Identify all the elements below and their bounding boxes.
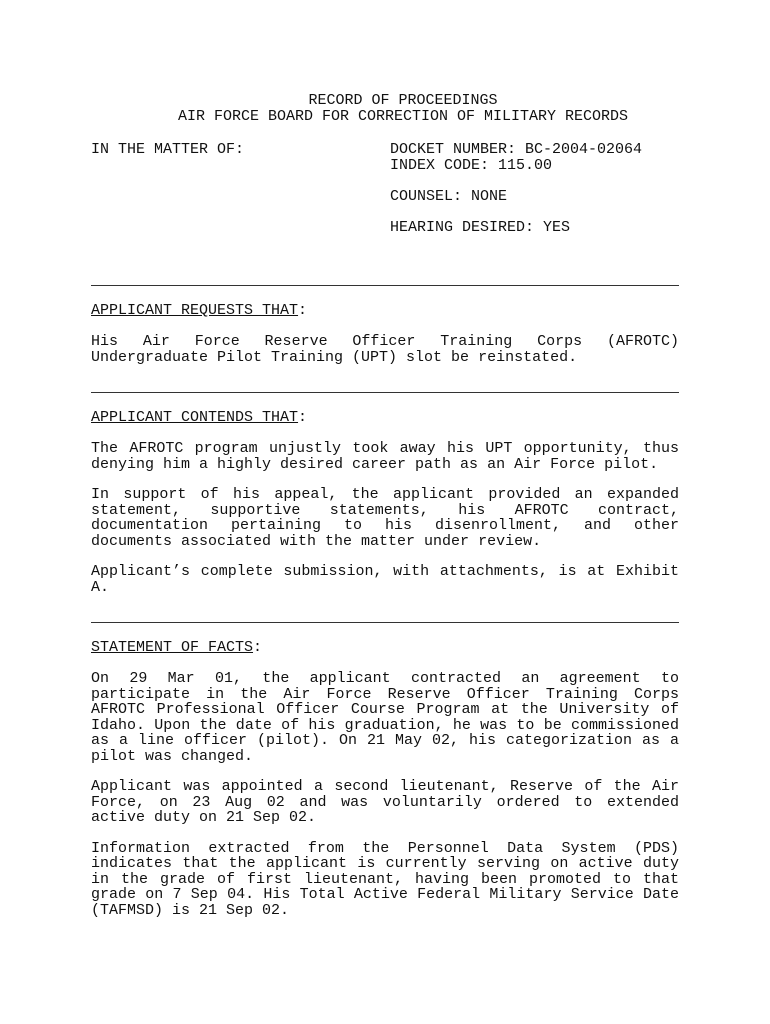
- matter-block: [91, 142, 679, 238]
- facts-paragraph-3: Information extracted from the Personnel Data System (PDS) indicates that the applicant is currently serving on active duty in the grade of first lieutenant, having been promoted to that grade on 7 Sep 04. His Total Active Federal Military Service Date (TAFMSD) is 21 Sep 02.: [91, 839, 679, 919]
- document-page: [91, 93, 679, 918]
- divider: [91, 285, 679, 286]
- counsel: COUNSEL: NONE: [390, 188, 508, 205]
- contends-paragraph-3: Applicant’s complete submission, with attachments, is at Exhibit A.: [91, 563, 679, 596]
- contends-heading: APPLICANT CONTENDS THAT:: [91, 409, 308, 426]
- docket-number: DOCKET NUMBER: BC-2004-02064: [390, 141, 643, 158]
- divider: [91, 622, 679, 623]
- facts-paragraph-2: Applicant was appointed a second lieutenant, Reserve of the Air Force, on 23 Aug 02 and was voluntarily ordered to extended active duty on 21 Sep 02.: [91, 778, 679, 826]
- requests-text: His Air Force Reserve Officer Training Corps (AFROTC) Undergraduate Pilot Training (UPT) slot be reinstated.: [91, 333, 679, 366]
- contends-paragraph-2: In support of his appeal, the applicant provided an expanded statement, supportive statements, his AFROTC contract, documentation pertaining to his disenrollment, and other documents associated with the matter under review.: [91, 486, 679, 550]
- title-line-2: AIR FORCE BOARD FOR CORRECTION OF MILITARY RECORDS: [177, 108, 629, 125]
- document-title: [127, 93, 679, 125]
- hearing-desired: HEARING DESIRED: YES: [390, 219, 571, 236]
- divider: [91, 392, 679, 393]
- facts-paragraph-1: On 29 Mar 01, the applicant contracted an agreement to participate in the Air Force Reserve Officer Training Corps AFROTC Professional Officer Course Program at the University of Idaho. Upon the date of his graduation, he was to be commissioned as a line officer (pilot). On 21 May 02, his categorization as a pilot was changed.: [91, 670, 679, 765]
- requests-heading: APPLICANT REQUESTS THAT:: [91, 302, 308, 319]
- docket-info: [390, 142, 642, 236]
- index-code: INDEX CODE: 115.00: [390, 157, 553, 174]
- title-line-1: RECORD OF PROCEEDINGS: [308, 92, 498, 109]
- matter-label: IN THE MATTER OF:: [91, 141, 245, 158]
- facts-heading: STATEMENT OF FACTS:: [91, 639, 263, 656]
- contends-paragraph-1: The AFROTC program unjustly took away his UPT opportunity, thus denying him a highly desired career path as an Air Force pilot.: [91, 440, 679, 473]
